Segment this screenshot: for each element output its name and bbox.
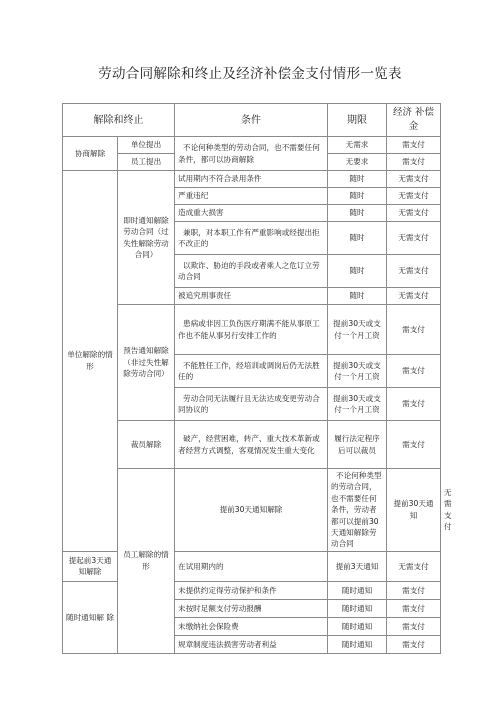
- sub-cell: 提起前3天通知解除: [63, 551, 118, 581]
- table-row: [63, 171, 441, 188]
- condition-cell: 规章制度违法损害劳动者利益: [175, 635, 328, 653]
- comp-cell: 需支付: [387, 635, 441, 653]
- table-row: [63, 137, 441, 154]
- condition-cell: 未缴纳社会保险费: [175, 617, 328, 635]
- term-cell: 提前30天或支付一个月工资: [328, 305, 387, 355]
- condition-cell: 在试用期内的: [175, 551, 328, 581]
- comp-cell: 需支付: [387, 421, 441, 469]
- page-title: 劳动合同解除和终止及经济补偿金支付情形一览表: [98, 66, 402, 82]
- comp-cell: 无需支付: [387, 288, 441, 305]
- comp-cell: 需支付: [387, 305, 441, 355]
- term-cell: 随时: [328, 205, 387, 222]
- sub-cell: 裁员解除: [118, 421, 175, 469]
- condition-cell: 以欺诈、胁迫的手段或者乘人之危订立劳动合同: [175, 255, 328, 288]
- comp-cell: 无需支付: [387, 222, 441, 255]
- term-cell: 随时: [328, 222, 387, 255]
- term-cell: 随时通知: [328, 599, 387, 617]
- condition-cell: 破产，经营困难，转产、重大技术革新或者经营方式调整，客观情况发生重大变化: [175, 421, 328, 469]
- header-cell: 期限: [328, 104, 387, 137]
- term-cell: 提前30天或支付一个月工资: [328, 388, 387, 421]
- header-cell: 解除和终止: [63, 104, 175, 137]
- condition-cell: 不论何种类型的劳动合同，也不需要任何条件，劳动者都可以提前30天通知解除劳动合同: [328, 469, 387, 552]
- comp-cell: 需支付: [387, 599, 441, 617]
- table-row: [63, 305, 441, 355]
- sub-cell: 单位提出: [118, 137, 175, 154]
- term-cell: 提前30天通知: [387, 469, 441, 552]
- condition-cell: 劳动合同无法履行且无法达成变更劳动合同协议的: [175, 388, 328, 421]
- term-cell: 提前30天或支付一个月工资: [328, 355, 387, 388]
- comp-cell: 需支付: [387, 137, 441, 154]
- termination-table: [62, 103, 452, 654]
- term-cell: 随时通知: [328, 581, 387, 599]
- group-cell: 协商解除: [63, 137, 118, 171]
- term-cell: 随时通知: [328, 635, 387, 653]
- term-cell: 随时: [328, 255, 387, 288]
- condition-cell: 未按时足额支付劳动报酬: [175, 599, 328, 617]
- term-cell: 无要求: [328, 154, 387, 171]
- condition-cell: 被追究刑事责任: [175, 288, 328, 305]
- condition-cell: 造成重大损害: [175, 205, 328, 222]
- condition-cell: 患病或非因工负伤医疗期满不能从事原工作也不能从事另行安排工作的: [175, 305, 328, 355]
- term-cell: 随时: [328, 288, 387, 305]
- sub-cell: 即时通知解除劳动合同（过失性解除劳动合同）: [118, 171, 175, 305]
- table-row: [63, 421, 441, 469]
- condition-cell: 严重违纪: [175, 188, 328, 205]
- comp-cell: 需支付: [387, 355, 441, 388]
- comp-cell: 需支付: [387, 617, 441, 635]
- header-cell: 经济 补偿金: [387, 104, 441, 137]
- sub-cell: 预告通知解除（非过失性解除劳动合同）: [118, 305, 175, 421]
- term-cell: 随时: [328, 171, 387, 188]
- comp-cell: 需支付: [387, 154, 441, 171]
- group-cell: 员工解除的情形: [118, 469, 175, 654]
- term-cell: 随时通知: [328, 617, 387, 635]
- sub-cell: 员工提出: [118, 154, 175, 171]
- term-cell: 无需求: [328, 137, 387, 154]
- sub-cell: 提前30天通知解除: [175, 469, 328, 552]
- comp-cell: 需支付: [387, 388, 441, 421]
- comp-cell: 无需支付: [387, 171, 441, 188]
- group-cell: 单位解除的情形: [63, 171, 118, 552]
- table-row: 员工解除的情形 提前30天通知解除 不论何种类型的劳动合同，也不需要任何条件，劳动者都可以提前30天通知解除劳动合同 提前30天通知 无需支付: [63, 469, 441, 552]
- condition-cell: 不论何种类型的劳动合同，也不需要任何条件，都可以协商解除: [175, 137, 328, 171]
- term-cell: 提前3天通知: [328, 551, 387, 581]
- comp-cell: 无需支付: [387, 255, 441, 288]
- sub-cell: 随时通知解 除: [63, 581, 118, 653]
- comp-cell: 无需支付: [387, 551, 441, 581]
- comp-cell: 无需支付: [387, 188, 441, 205]
- term-cell: 随时: [328, 188, 387, 205]
- header-cell: 条件: [175, 104, 328, 137]
- comp-cell: 需支付: [387, 581, 441, 599]
- condition-cell: 未提供约定得劳动保护和条件: [175, 581, 328, 599]
- header-row: [63, 104, 441, 137]
- condition-cell: 不能胜任工作，经培训或调岗后仍无法胜任的: [175, 355, 328, 388]
- condition-cell: 兼职，对本职工作有严重影响或经提出拒不改正的: [175, 222, 328, 255]
- condition-cell: 试用期内不符合录用条件: [175, 171, 328, 188]
- term-cell: 履行法定程序后可以裁员: [328, 421, 387, 469]
- comp-cell: 无需支付: [387, 205, 441, 222]
